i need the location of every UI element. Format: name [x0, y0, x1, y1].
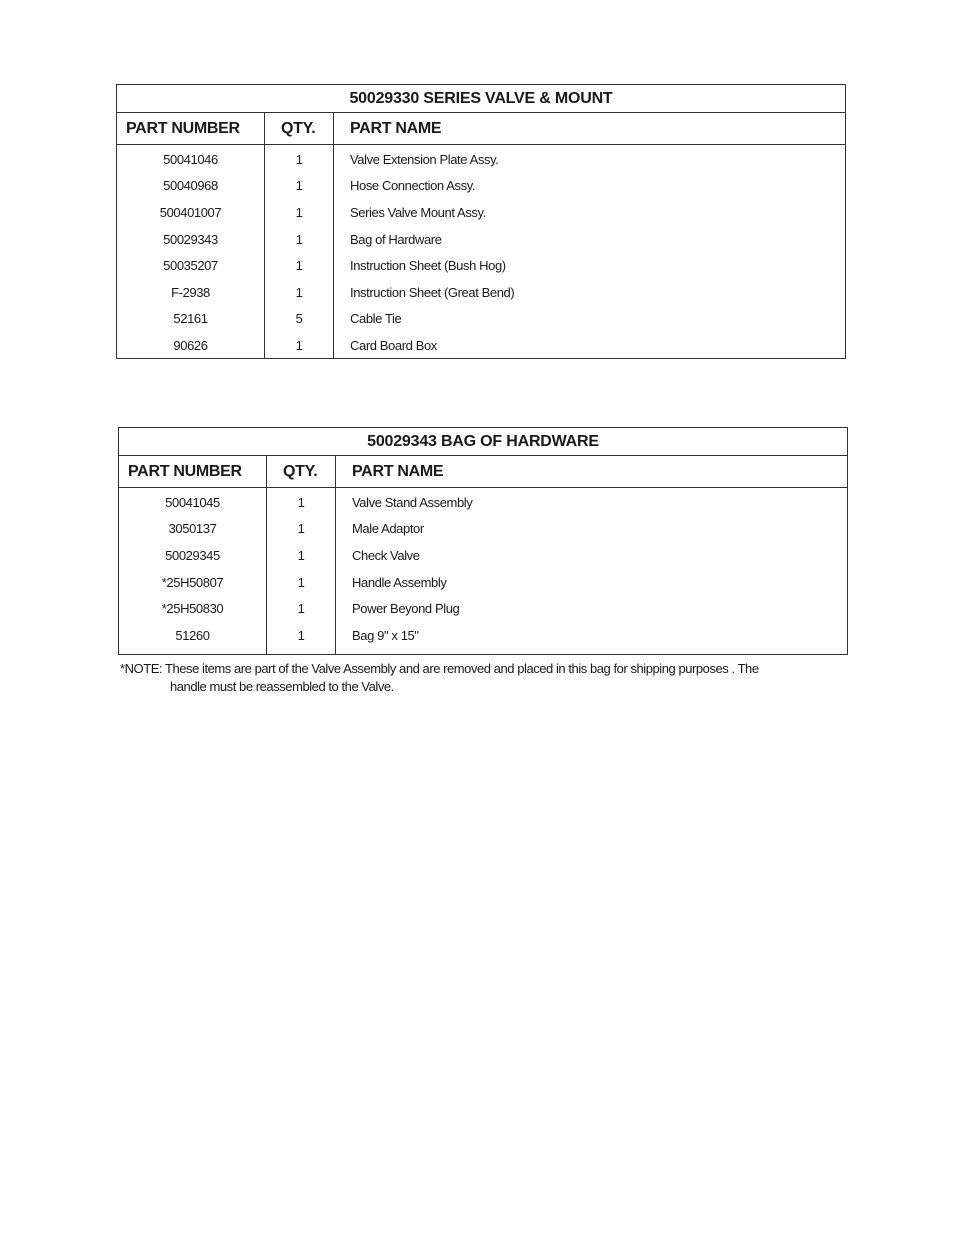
part-number-cell: 50040968 — [163, 178, 218, 194]
qty-cell: 1 — [295, 337, 303, 353]
qty-cell: 1 — [297, 547, 305, 563]
header-part-number: PART NUMBER — [119, 456, 267, 487]
part-name-cell: Check Valve — [352, 547, 420, 563]
part-name-cell: Cable Tie — [350, 311, 402, 327]
table-body — [117, 145, 845, 358]
part-name-cell: Instruction Sheet (Bush Hog) — [350, 258, 506, 274]
part-name-cell: Bag 9" x 15" — [352, 627, 419, 643]
note-line-1: *NOTE: These items are part of the Valve Assembly and are removed and placed in this bag for shipping purposes . The — [120, 661, 759, 676]
note-line-2: handle must be reassembled to the Valve. — [170, 679, 394, 694]
qty-cell: 1 — [297, 627, 305, 643]
table-header — [117, 113, 845, 145]
part-name-cell: Male Adaptor — [352, 521, 424, 537]
qty-column — [267, 488, 336, 654]
header-qty: QTY. — [265, 113, 334, 144]
part-number-cell: *25H50830 — [161, 601, 224, 617]
bag-of-hardware-table — [118, 427, 848, 655]
header-part-number: PART NUMBER — [117, 113, 265, 144]
part-number-column — [117, 145, 265, 358]
qty-cell: 1 — [295, 151, 303, 167]
table-body — [119, 488, 847, 654]
header-part-name: PART NAME — [352, 462, 444, 480]
shipping-note — [120, 660, 840, 696]
part-name-cell: Card Board Box — [350, 337, 437, 353]
part-number-cell: 50041045 — [165, 494, 220, 510]
part-number-cell: 90626 — [173, 337, 208, 353]
qty-cell: 5 — [295, 311, 303, 327]
part-name-column — [336, 488, 847, 654]
part-name-cell: Power Beyond Plug — [352, 601, 460, 617]
part-name-cell: Instruction Sheet (Great Bend) — [350, 284, 515, 300]
part-number-cell: *25H50807 — [161, 574, 224, 590]
qty-cell: 1 — [295, 284, 303, 300]
table-title: 50029330 SERIES VALVE & MOUNT — [117, 85, 845, 113]
qty-cell: 1 — [297, 601, 305, 617]
part-name-cell: Hose Connection Assy. — [350, 178, 476, 194]
header-part-name: PART NAME — [350, 119, 442, 137]
qty-cell: 1 — [297, 494, 305, 510]
header-qty: QTY. — [267, 456, 336, 487]
qty-column — [265, 145, 334, 358]
part-name-cell: Handle Assembly — [352, 574, 447, 590]
qty-cell: 1 — [295, 231, 303, 247]
part-number-cell: 52161 — [173, 311, 208, 327]
part-name-column — [334, 145, 845, 358]
part-number-cell: 50041046 — [163, 151, 218, 167]
part-number-cell: 50029343 — [163, 231, 218, 247]
part-number-cell: 50029345 — [165, 547, 220, 563]
part-name-cell: Series Valve Mount Assy. — [350, 204, 486, 220]
series-valve-mount-table — [116, 84, 846, 359]
part-number-cell: 50035207 — [163, 258, 218, 274]
part-number-cell: 500401007 — [159, 204, 222, 220]
qty-cell: 1 — [295, 178, 303, 194]
part-name-cell: Bag of Hardware — [350, 231, 442, 247]
part-number-column — [119, 488, 267, 654]
part-name-cell: Valve Stand Assembly — [352, 494, 473, 510]
part-number-cell: F-2938 — [171, 284, 210, 300]
table-header — [119, 456, 847, 488]
qty-cell: 1 — [297, 574, 305, 590]
qty-cell: 1 — [295, 204, 303, 220]
part-number-cell: 3050137 — [168, 521, 217, 537]
part-number-cell: 51260 — [175, 627, 210, 643]
table-title: 50029343 BAG OF HARDWARE — [119, 428, 847, 456]
qty-cell: 1 — [295, 258, 303, 274]
part-name-cell: Valve Extension Plate Assy. — [350, 151, 499, 167]
qty-cell: 1 — [297, 521, 305, 537]
